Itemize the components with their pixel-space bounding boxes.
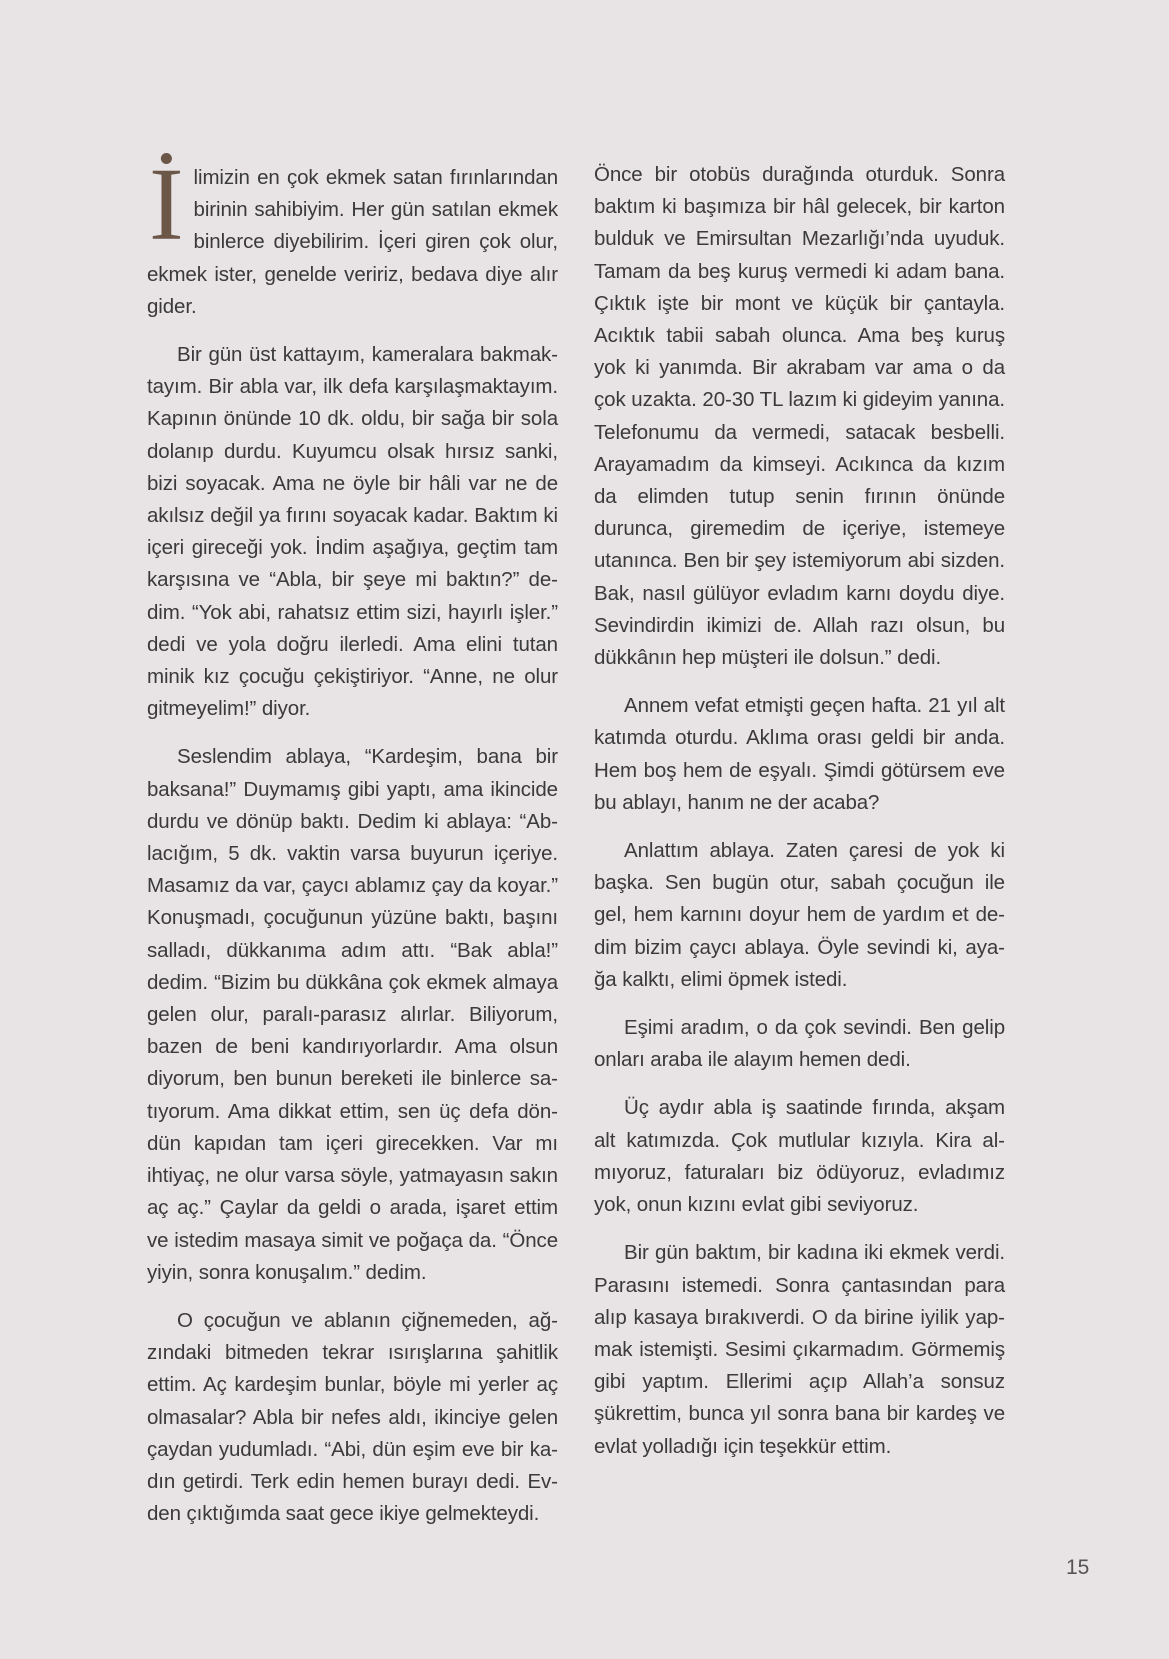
paragraph-text: limizin en çok ekmek satan fırınlarından birinin sahibiyim. Her gün satılan ekmek binlerce diyebilirim. İçeri giren çok olur, ekmek ister, genelde veririz, bedava diye alır gider.	[147, 166, 558, 318]
paragraph: Seslendim ablaya, “Kardeşim, bana bir baksana!” Duymamış gibi yaptı, ama ikincide durdu ve dönüp baktı. Dedim ki ablaya: “Ablacığım, 5 dk. vaktin varsa buyurun içeriye. Masamız da var, çaycı ablamız çay da koyar.” Konuşmadı, çocuğunun yüzüne baktı, başını salladı, dükkanıma adım attı. “Bak abla!” dedim. “Bizim bu dükkâna çok ekmek almaya gelen olur, paralı-parasız alırlar. Biliyorum, bazen de beni kandırıyorlardır. Ama olsun diyorum, ben bunun bereketi ile binlerce satıyorum. Ama dikkat ettim, sen üç defa döndün kapıdan tam içeri girecekken. Var mı ihtiyaç, ne olur varsa söyle, yatmayasın sakın aç aç.” Çaylar da geldi o arada, işaret ettim ve istedim masaya simit ve poğaça da. “Önce yiyin, sonra konuşalım.” dedim.	[147, 745, 558, 1284]
paragraph	[147, 147, 558, 323]
paragraph: Annem vefat etmişti geçen hafta. 21 yıl alt katımda oturdu. Aklıma orası geldi bir anda. Hem boş hem de eşyalı. Şimdi götürsem eve bu ablayı, hanım ne der acaba?	[594, 694, 1005, 814]
left-column	[147, 147, 558, 1546]
paragraph: Üç aydır abla iş saatinde fırında, akşam alt katımızda. Çok mutlular kızıyla. Kira almıyoruz, faturaları biz ödüyoruz, evladımız yok, onun kızını evlat gibi seviyoruz.	[594, 1096, 1005, 1217]
paragraph: Anlattım ablaya. Zaten çaresi de yok ki başka. Sen bugün otur, sabah çocuğun ile gel, hem karnını doyur hem de yardım et dedim bizim çaycı ablaya. Öyle sevindi ki, ayağa kalktı, elimi öpmek istedi.	[594, 839, 1005, 991]
drop-cap: İ	[149, 147, 184, 262]
paragraph: Önce bir otobüs durağında oturduk. Sonra baktım ki başımıza bir hâl gelecek, bir karton bulduk ve Emirsultan Mezarlığı’nda uyuduk. Tamam da beş kuruş vermedi ki adam bana. Çıktık işte bir mont ve küçük bir çantayla. Acıktık tabii sabah olunca. Ama beş kuruş yok ki yanımda. Bir akrabam var ama o da çok uzakta. 20-30 TL lazım ki gideyim yanına. Telefonumu da vermedi, satacak besbelli. Arayamadım da kimseyi. Acıkınca da kızım da elimden tutup senin fırının önünde durunca, giremedim de içeriye, istemeye utanınca. Ben bir şey istemiyorum abi sizden. Bak, nasıl gülüyor evladım karnı doydu diye. Sevindirdin ikimizi de. Allah razı olsun, bu dükkânın hep müşteri ile dolsun.” dedi.	[594, 163, 1005, 670]
paragraph: O çocuğun ve ablanın çiğnemeden, ağzındaki bitmeden tekrar ısırışlarına şahitlik ettim. Aç kardeşim bunlar, böyle mi yerler aç olmasalar? Abla bir nefes aldı, ikinciye gelen çaydan yudumladı. “Abi, dün eşim eve bir kadın getirdi. Terk edin hemen burayı dedi. Evden çıktığımda saat gece ikiye gelmekteydi.	[147, 1308, 558, 1526]
paragraph: Bir gün üst kattayım, kameralara bakmaktayım. Bir abla var, ilk defa karşılaşmaktayım. Kapının önünde 10 dk. oldu, bir sağa bir sola dolanıp durdu. Kuyumcu olsak hırsız sanki, bizi soyacak. Ama ne öyle bir hâli var ne de akılsız değil ya fırını soyacak kadar. Baktım ki içeri gireceği yok. İndim aşağıya, geçtim tam karşısına ve “Abla, bir şeye mi baktın?” dedim. “Yok abi, rahatsız ettim sizi, hayırlı işler.” dedi ve yola doğru ilerledi. Ama elini tutan minik kız çocuğu çekiştiriyor. “Anne, ne olur gitmeyelim!” diyor.	[147, 343, 558, 721]
paragraph: Eşimi aradım, o da çok sevindi. Ben gelip onları araba ile alayım hemen dedi.	[594, 1016, 1005, 1072]
paragraph: Bir gün baktım, bir kadına iki ekmek verdi. Parasını istemedi. Sonra çantasından para alıp kasaya bırakıverdi. O da birine iyilik yapmak istemişti. Sesimi çıkarmadım. Görmemiş gibi yaptım. Ellerimi açıp Allah’a sonsuz şükrettim, bunca yıl sonra bana bir kardeş ve evlat yolladığı için teşekkür ettim.	[594, 1241, 1005, 1458]
right-column	[594, 159, 1005, 1479]
page-number: 15	[1066, 1556, 1090, 1579]
